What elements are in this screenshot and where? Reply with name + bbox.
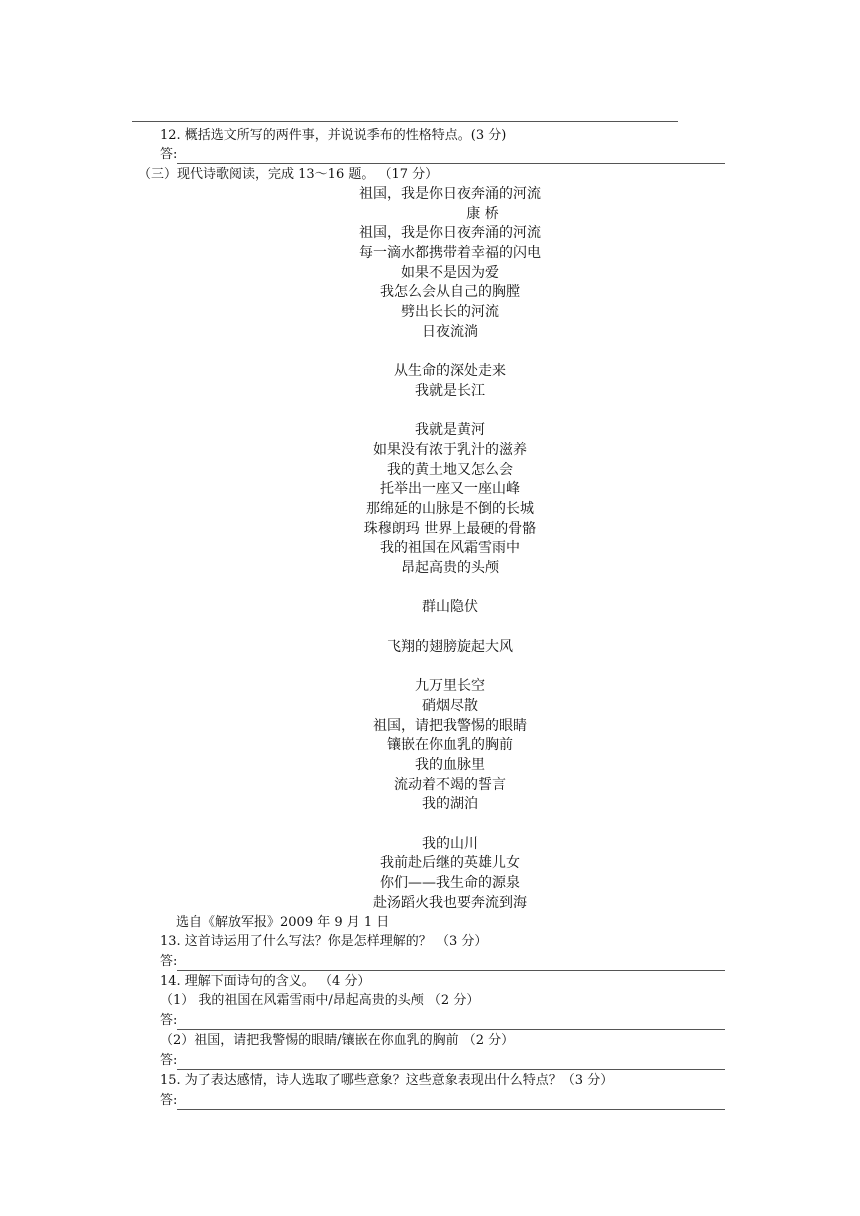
poem-line: 赴汤蹈火我也要奔流到海 — [373, 894, 527, 911]
poem-stanza-break — [0, 402, 860, 422]
answer-row-12 — [160, 146, 725, 164]
poem-line: 我就是黄河 — [415, 422, 485, 439]
poem-stanza-break — [0, 658, 860, 678]
top-divider-line — [132, 121, 678, 122]
answer-row-14-2 — [160, 1052, 725, 1070]
poem-line: 我的血脉里 — [415, 756, 485, 773]
poem-line: 从生命的深处走来 — [394, 363, 506, 380]
answer-row-15 — [160, 1092, 725, 1110]
answer-line-15[interactable] — [177, 1095, 725, 1110]
poem — [0, 185, 860, 913]
answer-row-14-1 — [160, 1012, 725, 1030]
poem-line: 我的祖国在风霜雪雨中 — [380, 540, 520, 557]
poem-line: 镶嵌在你血乳的胸前 — [387, 737, 513, 754]
poem-line: 流动着不竭的誓言 — [394, 776, 506, 793]
poem-line: 那绵延的山脉是不倒的长城 — [366, 501, 534, 517]
poem-stanza-break — [0, 815, 860, 835]
poem-line: 你们——我生命的源泉 — [380, 875, 520, 892]
answer-label: 答: — [160, 1093, 178, 1108]
poem-line: 我前赴后继的英雄儿女 — [380, 855, 520, 872]
poem-line: 如果不是因为爱 — [401, 264, 499, 281]
poem-author: 康 桥 — [466, 205, 499, 222]
poem-line: 我的黄土地又怎么会 — [387, 461, 513, 478]
poem-line: 我怎么会从自己的胸膛 — [380, 284, 520, 301]
poem-line: 祖国，我是你日夜奔涌的河流 — [359, 225, 541, 242]
question-14-part-1: （1） 我的祖国在风霜雪雨中/昂起高贵的头颅 （2 分） — [160, 993, 480, 1008]
poem-line: 珠穆朗玛 世界上最硬的骨骼 — [363, 520, 537, 537]
answer-label: 答: — [160, 1013, 178, 1028]
answer-line-14-1[interactable] — [177, 1015, 725, 1030]
poem-stanza-break — [0, 343, 860, 363]
question-12: 12. 概括选文所写的两件事，并说说季布的性格特点。(3 分) — [160, 128, 507, 143]
poem-line: 我的湖泊 — [422, 796, 478, 813]
question-14: 14. 理解下面诗句的含义。 （4 分） — [160, 974, 371, 989]
poem-stanza-break — [0, 579, 860, 599]
question-13: 13. 这首诗运用了什么写法？你是怎样理解的？ （3 分） — [160, 934, 488, 949]
poem-source: 选自《解放军报》2009 年 9 月 1 日 — [176, 915, 390, 930]
answer-row-13 — [160, 953, 725, 971]
poem-line: 我的山川 — [422, 835, 478, 852]
answer-line-12[interactable] — [177, 149, 725, 164]
poem-stanza-break — [0, 618, 860, 638]
poem-line: 祖国，请把我警惕的眼睛 — [373, 717, 527, 734]
poem-line: 我就是长江 — [415, 382, 485, 399]
poem-line: 群山隐伏 — [422, 599, 478, 616]
poem-title: 祖国，我是你日夜奔涌的河流 — [359, 186, 541, 202]
answer-label: 答: — [160, 1053, 178, 1068]
poem-line: 劈出长长的河流 — [401, 304, 499, 321]
poem-line: 飞翔的翅膀旋起大风 — [387, 638, 513, 655]
poem-line: 九万里长空 — [415, 678, 485, 695]
answer-line-13[interactable] — [177, 956, 725, 971]
answer-line-14-2[interactable] — [177, 1055, 725, 1070]
poem-line: 昂起高贵的头颅 — [401, 560, 499, 577]
poem-line: 每一滴水都携带着幸福的闪电 — [359, 245, 541, 262]
poem-line: 日夜流淌 — [422, 323, 478, 340]
poem-line: 硝烟尽散 — [422, 697, 478, 714]
section-header: （三）现代诗歌阅读，完成 13～16 题。 （17 分） — [138, 167, 439, 182]
answer-label: 答: — [160, 954, 178, 969]
question-14-part-2: （2）祖国，请把我警惕的眼睛/镶嵌在你血乳的胸前 （2 分） — [160, 1033, 515, 1048]
question-15: 15. 为了表达感情，诗人选取了哪些意象？这些意象表现出什么特点？（3 分） — [160, 1073, 614, 1088]
poem-line: 如果没有浓于乳汁的滋养 — [373, 441, 527, 458]
poem-line: 托举出一座又一座山峰 — [380, 481, 520, 498]
answer-label: 答: — [160, 147, 178, 162]
